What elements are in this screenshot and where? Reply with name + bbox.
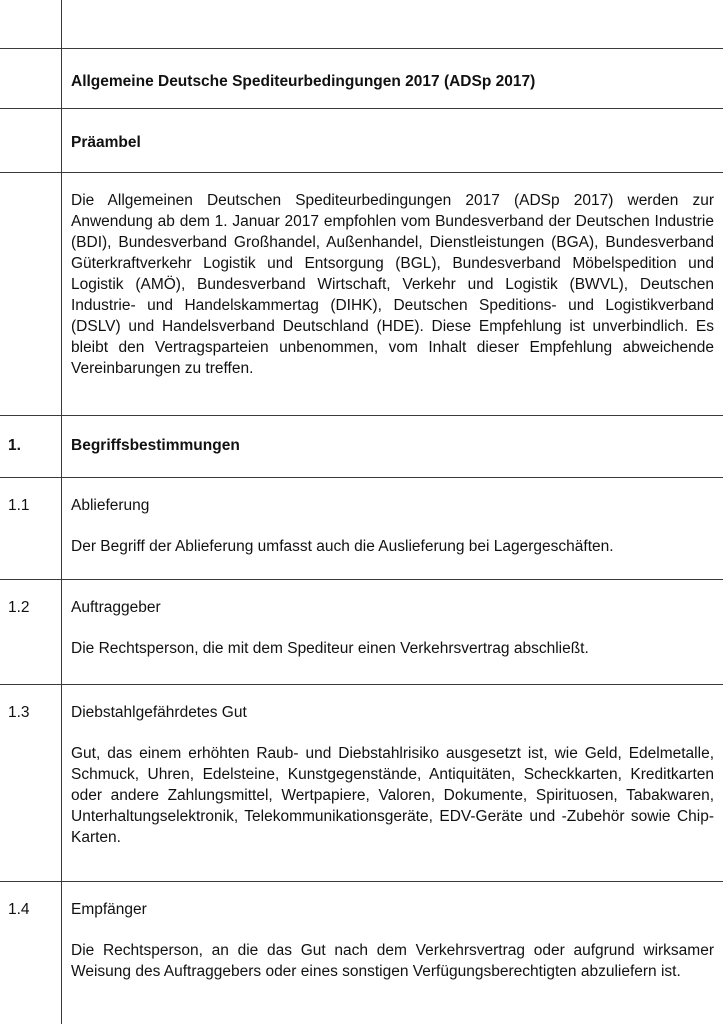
definition-text: Der Begriff der Ablieferung umfasst auch die Auslieferung bei Lagergeschäften. [71, 537, 614, 555]
body-cell [62, 579, 723, 684]
body-cell [62, 172, 723, 415]
definition-term: Auftraggeber [71, 598, 161, 616]
number-cell [0, 415, 62, 477]
number-cell [0, 0, 62, 48]
body-cell [62, 48, 723, 108]
section-number: 1. [8, 436, 21, 454]
number-cell [0, 48, 62, 108]
body-cell [62, 477, 723, 579]
number-cell [0, 108, 62, 172]
preamble-text: Die Allgemeinen Deutschen Spediteurbedingungen 2017 (ADSp 2017) werden zur Anwendung ab dem 1. Januar 2017 empfohlen vom Bundesverband der Deutschen Industrie (BDI), Bundesverband Großhandel, Außenhandel, Dienstleistungen (BGA), Bundesverband Güterkraftverkehr Logistik und Entsorgung (BGL), Bundesverband Möbelspedition und Logistik (AMÖ), Bundesverband Wirtschaft, Verkehr und Logistik (BWVL), Deutschen Industrie- und Handelskammertag (DIHK), Deutschen Speditions- und Logistikverband (DSLV) und Handelsverband Deutschland (HDE). Diese Empfehlung ist unverbindlich. Es bleibt den Vertragsparteien unbenommen, vom Inhalt dieser Empfehlung abweichende Vereinbarungen zu treffen. [71, 191, 714, 377]
table-row-definition [0, 684, 723, 881]
table-row-definition [0, 477, 723, 579]
definition-number: 1.4 [8, 900, 30, 918]
number-cell [0, 881, 62, 1024]
table-row-title [0, 48, 723, 108]
table-row-definition [0, 881, 723, 1024]
document-title: Allgemeine Deutsche Spediteurbedingungen 2017 (ADSp 2017) [71, 72, 536, 90]
definition-text: Die Rechtsperson, an die das Gut nach dem Verkehrsvertrag oder aufgrund wirksamer Weisung des Auftraggebers oder eines sonstigen Verfügungsberechtigten abzuliefern ist. [71, 941, 714, 980]
definition-number: 1.2 [8, 598, 30, 616]
definition-term: Diebstahlgefährdetes Gut [71, 703, 247, 721]
definition-text: Die Rechtsperson, die mit dem Spediteur einen Verkehrsvertrag abschließt. [71, 639, 589, 657]
number-cell [0, 684, 62, 881]
definition-term: Ablieferung [71, 496, 150, 514]
body-cell [62, 108, 723, 172]
body-cell [62, 415, 723, 477]
number-cell [0, 172, 62, 415]
definition-text: Gut, das einem erhöhten Raub- und Diebstahlrisiko ausgesetzt ist, wie Geld, Edelmetalle, Schmuck, Uhren, Edelsteine, Kunstgegenstände, Antiquitäten, Scheckkarten, Kreditkarten oder andere Zahlungsmittel, Wertpapiere, Valoren, Dokumente, Spirituosen, Tabakwaren, Unterhaltungselektronik, Telekommunikationsgeräte, EDV-Geräte und -Zubehör sowie Chip-Karten. [71, 744, 714, 846]
body-cell [62, 0, 723, 48]
number-cell [0, 477, 62, 579]
table-row-section-heading [0, 415, 723, 477]
table-row-preamble-heading [0, 108, 723, 172]
section-heading: Begriffsbestimmungen [71, 436, 240, 454]
table-row-definition [0, 579, 723, 684]
number-cell [0, 579, 62, 684]
body-cell [62, 881, 723, 1024]
definition-number: 1.3 [8, 703, 30, 721]
preamble-heading: Präambel [71, 133, 141, 151]
definition-term: Empfänger [71, 900, 147, 918]
table-row-preamble-text [0, 172, 723, 415]
table-row-empty [0, 0, 723, 48]
definition-number: 1.1 [8, 496, 30, 514]
body-cell [62, 684, 723, 881]
